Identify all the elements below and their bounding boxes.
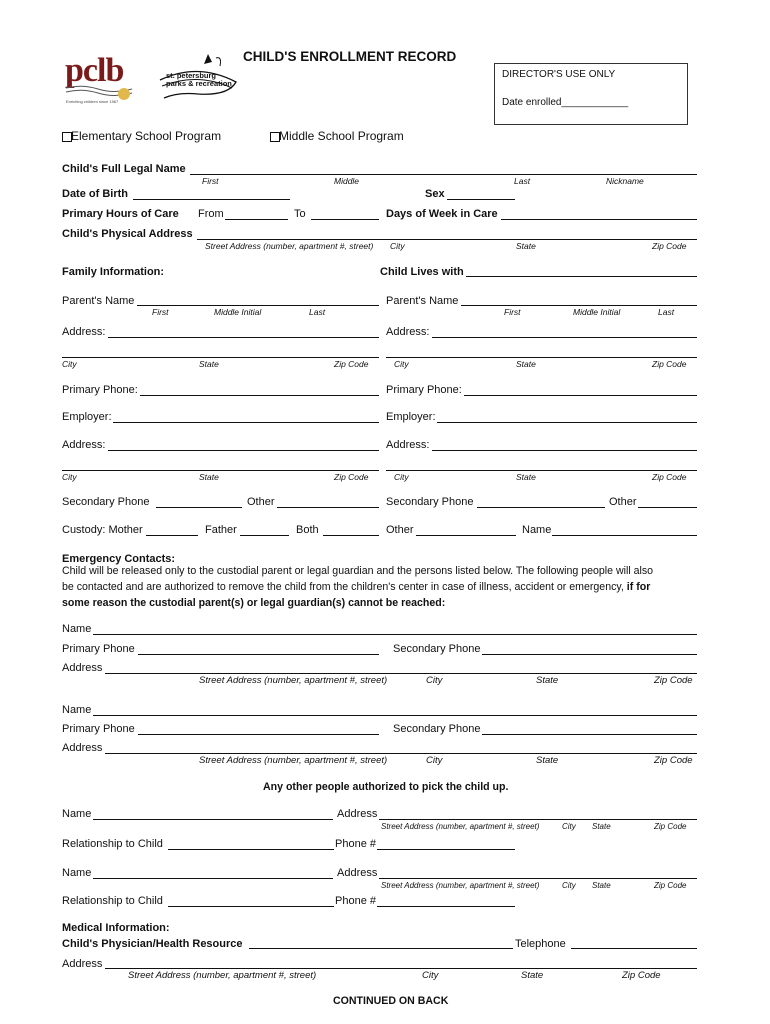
p2-primary-phone-line[interactable] xyxy=(464,395,697,396)
p2-emp-state: State xyxy=(516,472,536,482)
telephone-label: Telephone xyxy=(515,938,566,950)
pu2-name-line[interactable] xyxy=(93,878,333,879)
physician-label: Child's Physician/Health Resource xyxy=(62,938,243,950)
sub-middle: Middle xyxy=(334,176,360,186)
pu1-address-line[interactable] xyxy=(379,819,697,820)
pu2-sub-city: City xyxy=(562,881,576,890)
p1-city: City xyxy=(62,359,77,369)
sub-zip: Zip Code xyxy=(652,241,687,251)
p1-other-line[interactable] xyxy=(277,507,379,508)
ec2-name-label: Name xyxy=(62,704,92,716)
pu2-relationship-label: Relationship to Child xyxy=(62,895,163,907)
date-enrolled-field[interactable]: Date enrolled____________ xyxy=(502,97,629,108)
emergency-text-2 xyxy=(62,581,650,593)
p1-state: State xyxy=(199,359,219,369)
pu1-sub-street: Street Address (number, apartment #, street) xyxy=(381,822,540,831)
med-sub-city: City xyxy=(422,970,439,981)
sub-street: Street Address (number, apartment #, street) xyxy=(205,241,374,251)
pu1-address-label: Address xyxy=(337,808,378,820)
ec1-address-line[interactable] xyxy=(105,673,697,674)
med-sub-state: State xyxy=(521,970,544,981)
ec2-address-label: Address xyxy=(62,742,103,754)
pclb-logo: pclb xyxy=(65,52,124,89)
child-name-line[interactable] xyxy=(190,174,697,175)
emergency-heading: Emergency Contacts: xyxy=(62,553,176,565)
p2-other-line[interactable] xyxy=(638,507,697,508)
pu1-relationship-label: Relationship to Child xyxy=(62,838,163,850)
p1-address-line2[interactable] xyxy=(62,357,379,358)
ec1-primary-label: Primary Phone xyxy=(62,643,135,655)
p1-address-label: Address: xyxy=(62,326,106,338)
p2-city: City xyxy=(394,359,409,369)
pu2-sub-zip: Zip Code xyxy=(654,881,687,890)
sub-city: City xyxy=(390,241,405,251)
p1-other-label: Other xyxy=(247,496,275,508)
p2-secondary-phone-line[interactable] xyxy=(477,507,605,508)
emergency-text-2a: be contacted and are authorized to remove the child from the children's center in case of illness, accident or emergency, xyxy=(62,581,627,593)
pclb-tagline: Enriching children since 1967 xyxy=(66,99,119,104)
custody-mother-line[interactable] xyxy=(146,535,198,536)
p2-primary-phone-label: Primary Phone: xyxy=(386,384,462,396)
p2-sub-first: First xyxy=(504,307,521,317)
hours-label: Primary Hours of Care xyxy=(62,208,179,220)
pu2-name-label: Name xyxy=(62,867,92,879)
stp-logo-text-2: parks & recreation xyxy=(166,79,232,88)
p2-address-line[interactable] xyxy=(432,337,697,338)
pu2-sub-street: Street Address (number, apartment #, street) xyxy=(381,881,540,890)
both-label: Both xyxy=(296,524,319,536)
custody-other-label: Other xyxy=(386,524,414,536)
p1-secondary-phone-line[interactable] xyxy=(156,507,242,508)
to-line[interactable] xyxy=(311,219,379,220)
emergency-text-3: some reason the custodial parent(s) or legal guardian(s) cannot be reached: xyxy=(62,597,446,609)
p1-zip: Zip Code xyxy=(334,359,369,369)
p1-sub-mi: Middle Initial xyxy=(214,307,262,317)
ec2-primary-line[interactable] xyxy=(138,734,379,735)
sub-state: State xyxy=(516,241,536,251)
days-label: Days of Week in Care xyxy=(386,208,498,220)
ec2-sub-zip: Zip Code xyxy=(654,755,693,766)
stp-logo-text-1: st. petersburg xyxy=(166,71,217,80)
pu2-sub-state: State xyxy=(592,881,611,890)
pu2-address-line[interactable] xyxy=(379,878,697,879)
ec1-sub-city: City xyxy=(426,675,443,686)
p1-sub-last: Last xyxy=(309,307,326,317)
to-label: To xyxy=(294,208,306,220)
p1-employer-label: Employer: xyxy=(62,411,112,423)
director-heading: DIRECTOR'S USE ONLY xyxy=(502,69,616,80)
p2-sub-last: Last xyxy=(658,307,675,317)
middle-label: Middle School Program xyxy=(279,129,404,143)
pu2-address-label: Address xyxy=(337,867,378,879)
medical-heading: Medical Information: xyxy=(62,922,170,934)
emergency-text-2b: if for xyxy=(626,581,651,593)
from-line[interactable] xyxy=(225,219,288,220)
ec2-sub-street: Street Address (number, apartment #, street) xyxy=(199,755,388,766)
custody-name-line[interactable] xyxy=(552,535,697,536)
pu1-phone-label: Phone # xyxy=(335,838,376,850)
pu1-phone-line[interactable] xyxy=(377,849,515,850)
family-heading: Family Information: xyxy=(62,266,165,278)
pu2-relationship-line[interactable] xyxy=(168,906,334,907)
p1-sub-first: First xyxy=(152,307,169,317)
pu1-name-label: Name xyxy=(62,808,92,820)
lives-with-label: Child Lives with xyxy=(380,266,464,278)
continued-footer: CONTINUED ON BACK xyxy=(333,995,449,1007)
pu1-name-line[interactable] xyxy=(93,819,333,820)
ec2-secondary-line[interactable] xyxy=(482,734,697,735)
p2-emp-city: City xyxy=(394,472,409,482)
ec1-name-line[interactable] xyxy=(93,634,697,635)
p2-employer-address-line2[interactable] xyxy=(386,470,697,471)
p1-secondary-phone-label: Secondary Phone xyxy=(62,496,150,508)
med-sub-street: Street Address (number, apartment #, street) xyxy=(128,970,317,981)
custody-other-line[interactable] xyxy=(416,535,516,536)
parent2-name-line[interactable] xyxy=(461,305,697,306)
ec2-name-line[interactable] xyxy=(93,715,697,716)
child-name-label: Child's Full Legal Name xyxy=(62,163,186,175)
ec1-sub-state: State xyxy=(536,675,559,686)
sex-label: Sex xyxy=(425,188,445,200)
page-title: CHILD'S ENROLLMENT RECORD xyxy=(243,49,457,64)
ec1-name-label: Name xyxy=(62,623,92,635)
p2-address-label: Address: xyxy=(386,326,430,338)
ec1-sub-zip: Zip Code xyxy=(654,675,693,686)
child-address-line[interactable] xyxy=(197,239,697,240)
custody-name-label: Name xyxy=(522,524,552,536)
pu1-sub-state: State xyxy=(592,822,611,831)
ec1-secondary-line[interactable] xyxy=(482,654,697,655)
parent2-name-label: Parent's Name xyxy=(386,295,459,307)
ec2-address-line[interactable] xyxy=(105,753,697,754)
med-sub-zip: Zip Code xyxy=(622,970,661,981)
pu1-sub-zip: Zip Code xyxy=(654,822,687,831)
pu2-phone-label: Phone # xyxy=(335,895,376,907)
ec1-sub-street: Street Address (number, apartment #, street) xyxy=(199,675,388,686)
physician-line[interactable] xyxy=(249,948,513,949)
sub-first: First xyxy=(202,176,219,186)
parent1-name-label: Parent's Name xyxy=(62,295,135,307)
p2-emp-zip: Zip Code xyxy=(652,472,687,482)
p1-primary-phone-label: Primary Phone: xyxy=(62,384,138,396)
father-label: Father xyxy=(205,524,237,536)
p2-employer-address-label: Address: xyxy=(386,439,430,451)
stp-logo-graphic xyxy=(158,52,240,102)
pu2-phone-line[interactable] xyxy=(377,906,515,907)
p2-secondary-phone-label: Secondary Phone xyxy=(386,496,474,508)
p2-zip: Zip Code xyxy=(652,359,687,369)
p1-primary-phone-line[interactable] xyxy=(140,395,379,396)
pickup-heading: Any other people authorized to pick the child up. xyxy=(263,781,509,793)
p2-employer-address-line[interactable] xyxy=(432,450,697,451)
days-line[interactable] xyxy=(501,219,697,220)
lives-with-line[interactable] xyxy=(466,276,697,277)
p2-employer-label: Employer: xyxy=(386,411,436,423)
ec2-secondary-label: Secondary Phone xyxy=(393,723,481,735)
p2-address-line2[interactable] xyxy=(386,357,697,358)
father-line[interactable] xyxy=(240,535,289,536)
elementary-label: Elementary School Program xyxy=(71,129,222,143)
p2-sub-mi: Middle Initial xyxy=(573,307,621,317)
p2-other-label: Other xyxy=(609,496,637,508)
p1-address-line[interactable] xyxy=(108,337,379,338)
p1-employer-address-label: Address: xyxy=(62,439,106,451)
ec2-primary-label: Primary Phone xyxy=(62,723,135,735)
p1-employer-address-line[interactable] xyxy=(108,450,379,451)
p1-emp-state: State xyxy=(199,472,219,482)
p1-emp-city: City xyxy=(62,472,77,482)
sex-line[interactable] xyxy=(447,199,515,200)
dob-label: Date of Birth xyxy=(62,188,128,200)
custody-mother-label: Custody: Mother xyxy=(62,524,143,536)
pu1-sub-city: City xyxy=(562,822,576,831)
p2-state: State xyxy=(516,359,536,369)
p1-emp-zip: Zip Code xyxy=(334,472,369,482)
both-line[interactable] xyxy=(323,535,379,536)
p1-employer-line[interactable] xyxy=(113,422,379,423)
parent1-name-line[interactable] xyxy=(137,305,379,306)
ec1-address-label: Address xyxy=(62,662,103,674)
p1-employer-address-line2[interactable] xyxy=(62,470,379,471)
from-label: From xyxy=(198,208,224,220)
sub-nickname: Nickname xyxy=(606,176,644,186)
emergency-text-1: Child will be released only to the custodial parent or legal guardian and the persons listed below. The following people will also xyxy=(62,565,654,577)
dob-line[interactable] xyxy=(133,199,290,200)
medical-address-line[interactable] xyxy=(105,968,697,969)
ec1-secondary-label: Secondary Phone xyxy=(393,643,481,655)
ec2-sub-state: State xyxy=(536,755,559,766)
p2-employer-line[interactable] xyxy=(437,422,697,423)
pu1-relationship-line[interactable] xyxy=(168,849,334,850)
medical-address-label: Address xyxy=(62,958,103,970)
ec2-sub-city: City xyxy=(426,755,443,766)
ec1-primary-line[interactable] xyxy=(138,654,379,655)
child-address-label: Child's Physical Address xyxy=(62,228,193,240)
sub-last: Last xyxy=(514,176,531,186)
telephone-line[interactable] xyxy=(571,948,697,949)
